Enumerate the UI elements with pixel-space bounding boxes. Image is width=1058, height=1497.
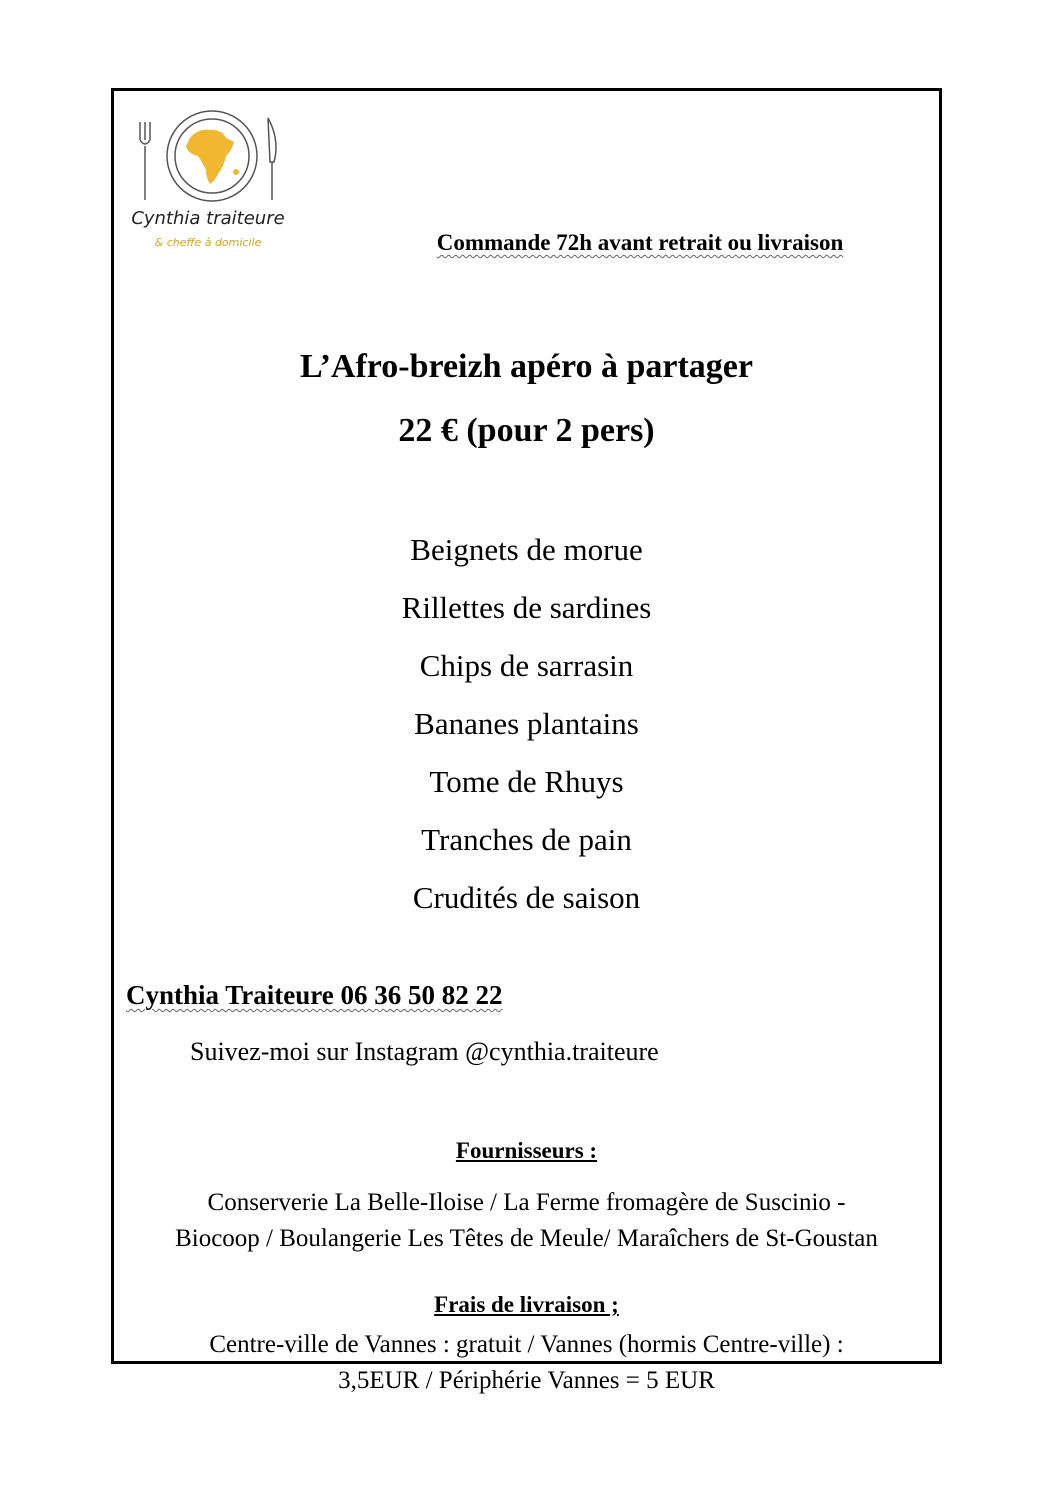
delivery-line: 3,5EUR / Périphérie Vannes = 5 EUR	[338, 1367, 715, 1394]
menu-item: Rillettes de sardines	[401, 590, 652, 625]
order-note	[330, 230, 950, 256]
instagram-line: Suivez-moi sur Instagram @cynthia.traiteure	[190, 1037, 659, 1066]
offer-title: L’Afro-breizh apéro à partager	[300, 348, 753, 385]
logo-name: Cynthia traiteure	[131, 208, 285, 229]
suppliers-heading: Fournisseurs :	[455, 1138, 598, 1163]
menu-item: Crudités de saison	[412, 880, 641, 915]
offer-price: 22 € (pour 2 pers)	[398, 412, 655, 449]
contact-phone: Cynthia Traiteure 06 36 50 82 22	[126, 980, 503, 1010]
contact-line	[126, 980, 503, 1011]
menu-list	[114, 528, 939, 934]
menu-item: Beignets de morue	[410, 532, 643, 567]
menu-item: Tome de Rhuys	[429, 764, 624, 799]
menu-item: Bananes plantains	[414, 706, 639, 741]
logo-tagline: & cheffe à domicile	[154, 236, 262, 249]
suppliers-list	[114, 1185, 939, 1257]
delivery-line: Centre-ville de Vannes : gratuit / Vannes (hormis Centre-ville) :	[209, 1331, 844, 1358]
suppliers-line: Conserverie La Belle-Iloise / La Ferme fromagère de Suscinio -	[207, 1189, 846, 1216]
order-note-text: Commande 72h avant retrait ou livraison	[436, 230, 844, 255]
menu-item: Tranches de pain	[421, 822, 632, 857]
menu-item: Chips de sarrasin	[419, 648, 634, 683]
delivery-heading: Frais de livraison ;	[434, 1292, 619, 1317]
delivery-fees	[114, 1327, 939, 1399]
suppliers-line: Biocoop / Boulangerie Les Têtes de Meule/ Maraîchers de St-Goustan	[175, 1225, 878, 1252]
